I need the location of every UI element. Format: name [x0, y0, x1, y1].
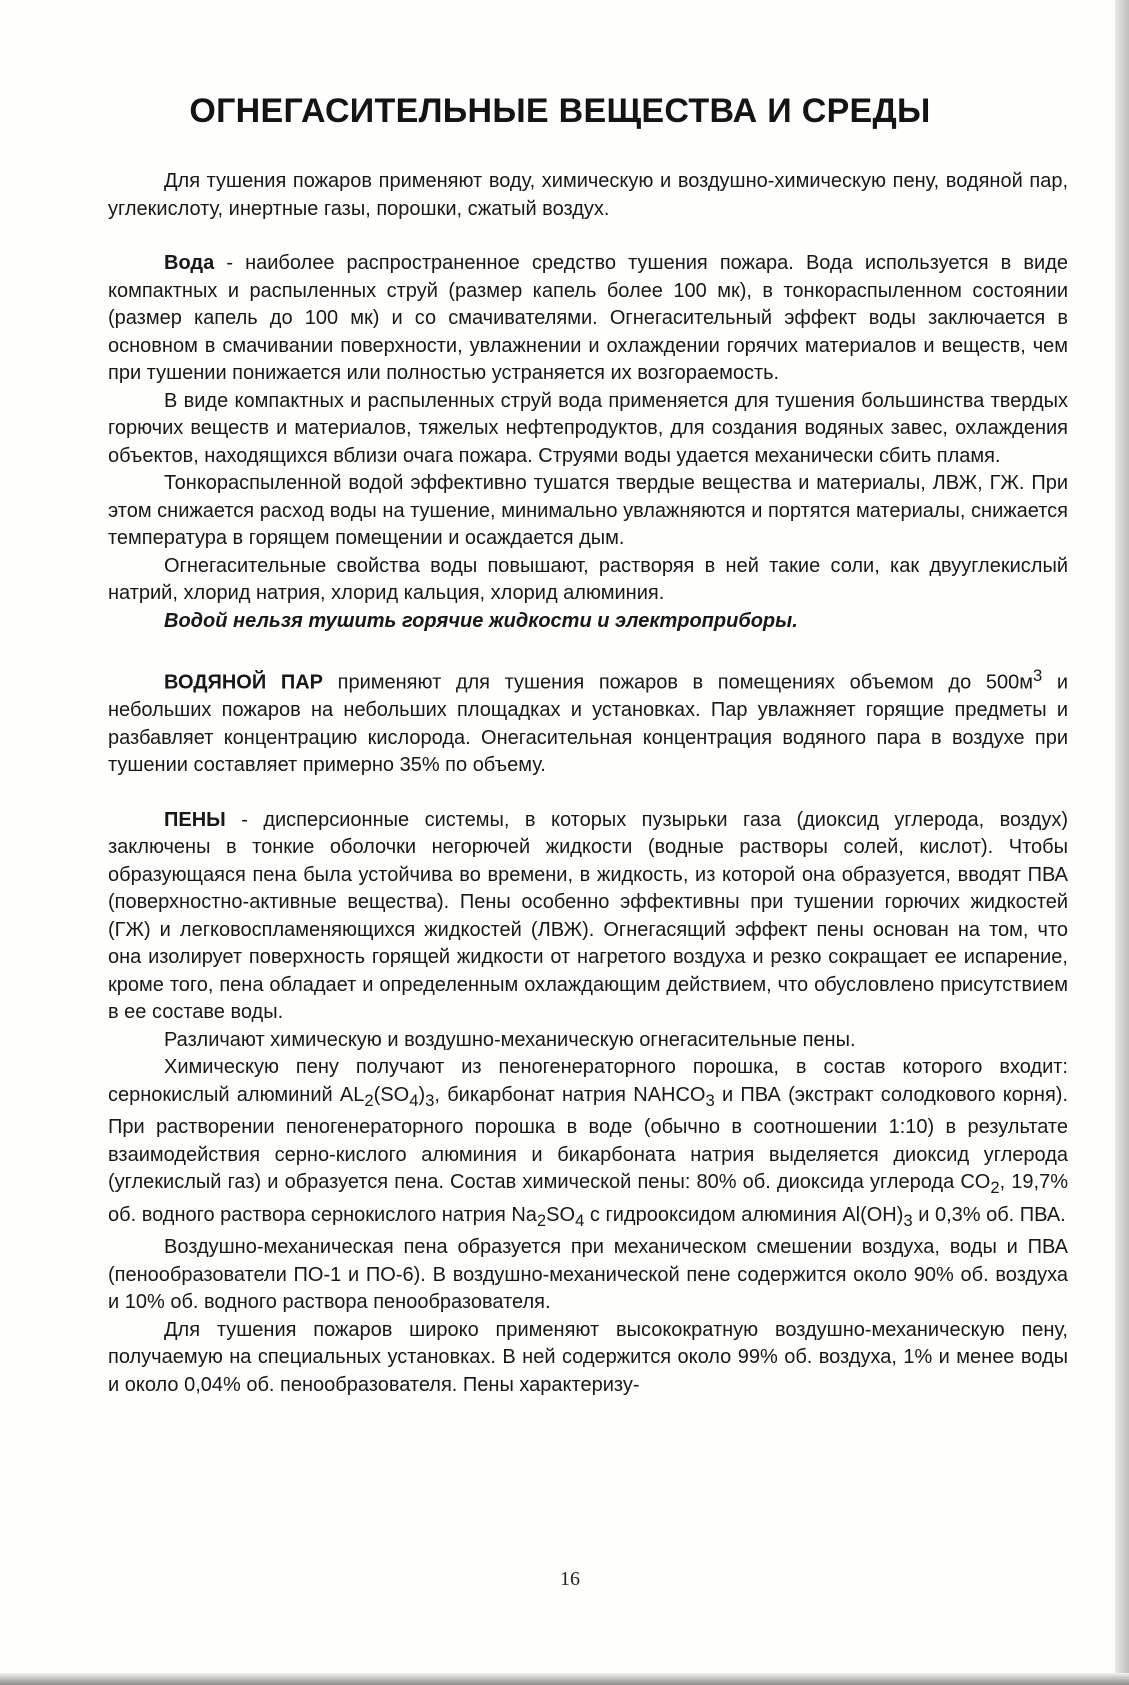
foams-p3-text-f: , 19,7% об. водного раствора сернокислого натрия Na	[108, 1171, 1069, 1226]
steam-text-a: применяют для тушения пожаров в помещениях объемом до 500м	[323, 671, 1033, 694]
foams-p3-text-i: и 0,3% об. ПВА.	[912, 1203, 1066, 1226]
foams-paragraph-1	[108, 807, 1068, 1027]
page-edge-shadow	[1115, 0, 1129, 1685]
steam-text-b: и небольших пожаров на небольших площадках и установках. Пар увлажняет горящие предметы и разбавляет концентрацию кислорода. Онегасительная концентрация водяного пара в воздухе при тушении составляет примерно 35% по объему.	[108, 671, 1069, 777]
foams-p3-sub-2: 4	[409, 1090, 419, 1110]
steam-paragraph	[108, 662, 1068, 780]
water-paragraph-4: Огнегасительные свойства воды повышают, растворяя в ней такие соли, как двууглекислый натрий, хлорид натрия, хлорид кальция, хлорид алюминия.	[108, 554, 1068, 604]
page-title: ОГНЕГАСИТЕЛЬНЫЕ ВЕЩЕСТВА И СРЕДЫ	[189, 92, 931, 130]
foams-p3-text-c: )	[418, 1083, 426, 1106]
foams-p3-sub-7: 4	[575, 1210, 585, 1230]
page-bottom-shadow	[0, 1673, 1129, 1685]
foams-p3-sub-4: 3	[705, 1090, 715, 1110]
foams-term: ПЕНЫ	[164, 808, 226, 831]
foams-paragraph-4: Воздушно-механическая пена образуется при механическом смешении воздуха, воды и ПВА (пенообразователи ПО-1 и ПО-6). В воздушно-механической пене содержится около 90% об. воздуха и 10% об. водного раствора пенообразователя.	[108, 1236, 1068, 1314]
water-paragraph-3: Тонкораспыленной водой эффективно тушатся твердые вещества и материалы, ЛВЖ, ГЖ. При этом снижается расход воды на тушение, минимально увлажняются и портятся материалы, снижается температура в горящем помещении и осаждается дым.	[108, 472, 1068, 549]
water-term: Вода	[164, 252, 215, 274]
foams-p3-text-a: Химическую пену получают из пеногенераторного порошка, в состав которого входит: сернокислый алюминий AL	[108, 1056, 1068, 1106]
foams-definition: - дисперсионные системы, в которых пузырьки газа (диоксид углерода, воздух) заключены в тонкие оболочки негорючей жидкости (водные растворы солей, кислот). Чтобы образующаяся пена была устойчива во времени, в жидкость, из которой она образуется, вводят ПВА (поверхностно-активные вещества). Пены особенно эффективны при тушении горючих жидкостей (ГЖ) и легковоспламеняющихся жидкостей (ЛВЖ). Огнегасящий эффект пены основан на том, что она изолирует поверхность горящей жидкости от нагретого воздуха и резко сокращает ее испарение, кроме того, пена обладает и определенным охлаждающим действием, что обусловлено присутствием в ее составе воды.	[108, 808, 1068, 1024]
foams-paragraph-3	[108, 1054, 1068, 1234]
intro-paragraph: Для тушения пожаров применяют воду, химическую и воздушно-химическую пену, водяной пар, углекислоту, инертные газы, порошки, сжатый воздух.	[108, 170, 1068, 220]
foams-p3-sub-6: 2	[536, 1210, 547, 1230]
body-text	[108, 168, 1068, 1399]
water-definition: - наиболее распространенное средство тушения пожара. Вода используется в виде компактных и распыленных струй (размер капель более 100 мк), в тонкораспыленном состоянии (размер капель до 100 мк) и со смачивателями. Огнегасительный эффект воды заключается в основном в смачивании поверхности, увлажнении и охлаждении горячих материалов и веществ, чем при тушении понижается или полностью устраняется их возгораемость.	[108, 252, 1068, 384]
foams-p3-text-e: и ПВА (экстракт солодкового корня). При растворении пеногенераторного порошка в воде (обычно в соотношении 1:10) в результате взаимодействия серно-кислого алюминия и бикарбоната натрия выделяется диоксид углерода (углекислый газ) и образуется пена. Состав химической пены: 80% об. диоксида углерода CO	[108, 1083, 1069, 1194]
foams-p3-text-b: (SO	[373, 1083, 410, 1106]
foams-p3-sub-8: 3	[903, 1210, 913, 1230]
water-warning: Водой нельзя тушить горячие жидкости и электроприборы.	[164, 609, 798, 632]
foams-paragraph-5: Для тушения пожаров широко применяют высокократную воздушно-механическую пену, получаемую на специальных установках. В ней содержится около 99% об. воздуха, 1% и менее воды и около 0,04% об. пенообразователя. Пены характеризу-	[108, 1318, 1068, 1396]
steam-superscript: 3	[1032, 666, 1043, 685]
foams-paragraph-2: Различают химическую и воздушно-механическую огнегасительные пены.	[164, 1028, 856, 1051]
foams-p3-sub-3: 3	[425, 1090, 435, 1110]
foams-p3-sub-1: 2	[364, 1090, 374, 1110]
foams-p3-text-g: SO	[546, 1203, 576, 1226]
water-paragraph-2: В виде компактных и распыленных струй вода применяется для тушения большинства твердых горючих веществ и материалов, тяжелых нефтепродуктов, для создания водяных завес, охлаждения объектов, находящихся вблизи очага пожара. Струями воды удается механически сбить пламя.	[108, 389, 1068, 467]
water-paragraph-1	[108, 250, 1068, 388]
foams-p3-sub-5: 2	[990, 1178, 1000, 1198]
page-number: 16	[560, 1568, 580, 1590]
steam-term: ВОДЯНОЙ ПАР	[164, 671, 324, 694]
foams-p3-text-h: с гидрооксидом алюминия Al(OH)	[584, 1203, 904, 1226]
foams-p3-text-d: , бикарбонат натрия NAHCO	[434, 1083, 706, 1106]
